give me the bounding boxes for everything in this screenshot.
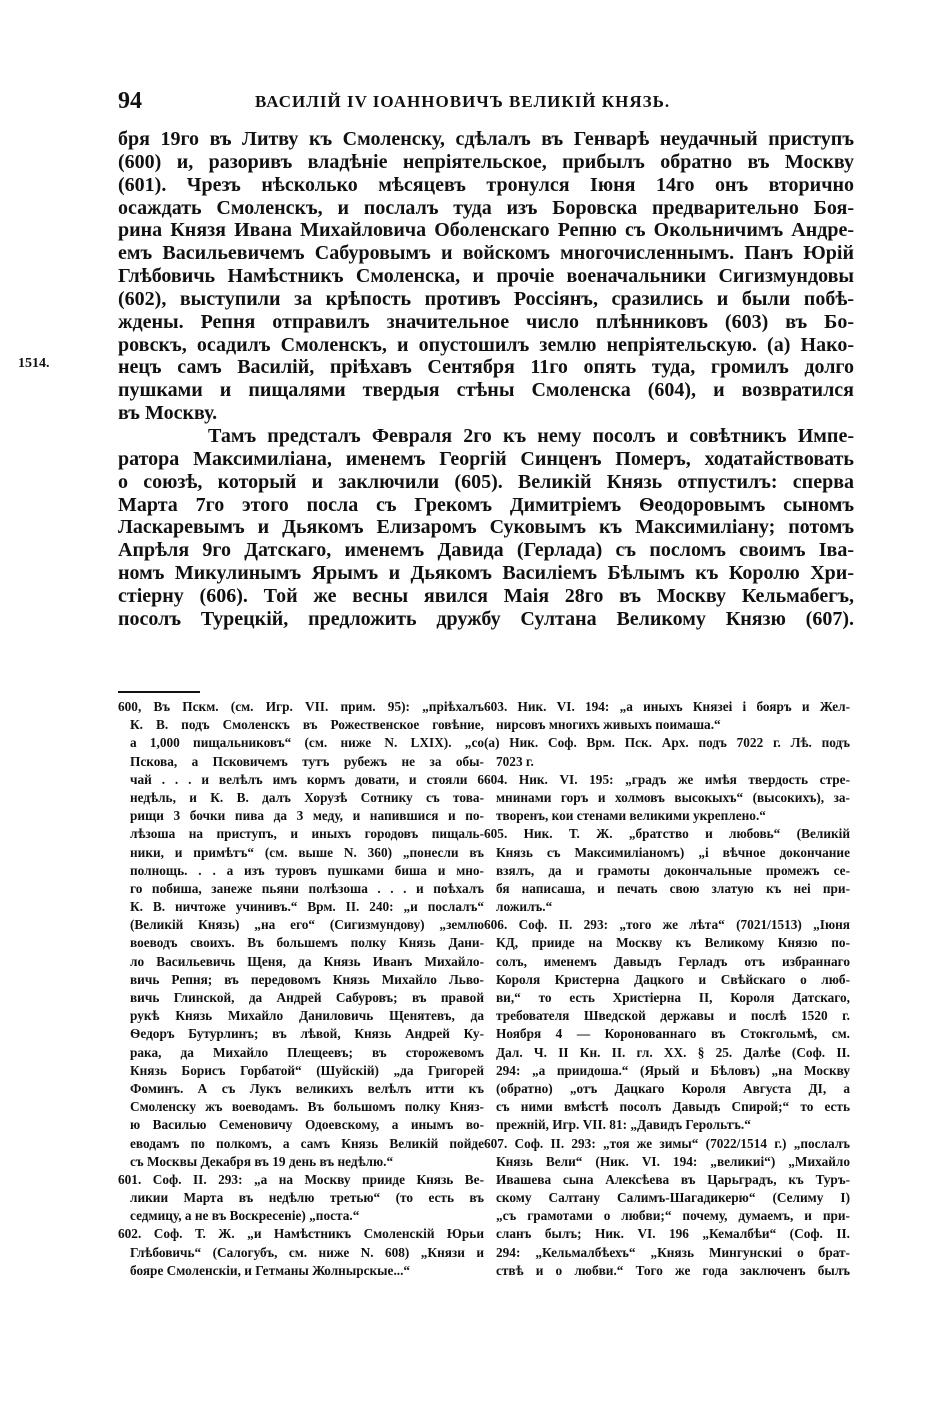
footnote-line: солъ, именемъ Давыдъ Герладъ отъ избраннаго	[496, 953, 850, 969]
footnote-line: ложилъ.“	[496, 899, 553, 915]
footnote-line: лѣзоша на приступъ, и иныхъ городовъ пищаль-	[130, 826, 484, 842]
footnote-line: а 1,000 пищальниковъ“ (см. ниже N. LXIX). „со	[130, 735, 484, 751]
footnotes-right-column	[484, 698, 850, 1280]
footnote-line: Князь съ Максимиліаномъ) „і вѣчное докончание	[496, 844, 850, 860]
footnote-line: Фоминъ. А съ Лукъ великихъ велѣлъ итти къ	[130, 1080, 484, 1096]
footnote-line: Короля Кристерна Дацкого и Свѣйскаго о люб-	[496, 971, 850, 987]
footnote-line: 607. Соф. II. 293: „тоя же зимы“ (7022/1514 г.) „послалъ	[484, 1135, 850, 1151]
footnote-line: вичь Репня; въ передовомъ Князь Михайло Льво-	[130, 971, 484, 987]
text-line: ратора Максимиліана, именемъ Георгій Синценъ Померъ, ходатайствовать	[118, 447, 854, 470]
footnote-line: мнинами горъ и холмовъ высокыхъ“ (высокихъ), за-	[496, 789, 850, 805]
footnote-line: К. В. ничтоже учинивъ.“ Врм. II. 240: „и послалъ“	[130, 899, 484, 915]
footnote-line: Ноября 4 — Коронованнаго въ Стокгольмѣ, см.	[496, 1026, 850, 1042]
footnote-line: Князь Вели“ (Ник. VI. 194: „великиі“) „Михайло	[496, 1153, 850, 1169]
text-line: ровскъ, осадилъ Смоленскъ, и опустошилъ землю непріятельскую. (а) Нако-	[118, 333, 854, 356]
footnote-line: „съ грамотами о любви;“ почему, думаемъ, и при-	[496, 1208, 850, 1224]
footnote-line: (а) Ник. Соф. Врм. Пск. Арх. подъ 7022 г. Лѣ. подъ	[484, 735, 850, 751]
footnote-line: чай . . . и велѣлъ имъ кормъ довати, и стояли 6	[130, 771, 484, 787]
text-line: бря 19го въ Литву къ Смоленску, сдѣлалъ въ Генварѣ неудачный приступъ	[118, 128, 854, 150]
footnote-line: 600, Въ Пскм. (см. Игр. VII. прим. 95): „пріѣхалъ	[118, 699, 484, 714]
text-line: рина Князя Ивана Михайловича Оболенскаго Репню съ Окольничимъ Андре-	[118, 219, 854, 242]
text-line: Марта 7го этого посла съ Грекомъ Димитріемъ Ѳеодоровымъ сыномъ	[118, 493, 854, 516]
footnote-line: ю Василью Семеновичу Одоевскому, а инымъ во-	[130, 1117, 484, 1133]
text-line: посолъ Турецкій, предложить дружбу Султана Великому Князю (607).	[118, 607, 854, 630]
footnote-line: скому Салтану Салимъ-Шагадикерю“ (Селиму I)	[496, 1190, 850, 1206]
margin-year-note: 1514.	[18, 356, 50, 371]
text-line: Тамъ предсталъ Февраля 2го къ нему посолъ и совѣтникъ Импе-	[208, 424, 854, 447]
text-line: Ласкаревымъ и Дьякомъ Елизаромъ Суковымъ къ Максимиліану; потомъ	[118, 516, 854, 539]
footnote-line: 601. Соф. II. 293: „а на Москву прииде Князь Ве-	[118, 1171, 484, 1187]
main-text	[118, 128, 854, 631]
footnote-line: го побиша, занеже пьяни полѣзоша . . . и поѣхалъ	[130, 880, 484, 896]
footnote-line: творенъ, кои стенами великими укреплено.“	[496, 808, 766, 824]
footnote-line: Дал. Ч. II Кн. II. гл. XX. § 25. Далѣе (Соф. II.	[496, 1044, 850, 1060]
text-line: ждены. Репня отправилъ значительное число плѣнниковъ (603) въ Бо-	[118, 310, 854, 333]
footnote-line: бояре Смоленскіи, и Гетманы Жолнырскые...“	[130, 1262, 411, 1278]
text-line: Апрѣля 9го Датскаго, именемъ Давида (Герлада) съ посломъ своимъ Іва-	[118, 539, 854, 562]
footnote-line: полнощь. . . а изъ туровъ пушками биша и мно-	[130, 862, 484, 878]
footnote-line: 605. Ник. Т. Ж. „братство и любовь“ (Великій	[484, 826, 850, 842]
footnote-line: КД, прииде на Москву къ Великому Князю по-	[496, 935, 850, 951]
footnote-line: взялъ, да и грамоты докончальные промежъ се-	[496, 862, 850, 878]
text-line: о союзѣ, который и заключили (605). Великій Князь отпустилъ: сперва	[118, 470, 854, 493]
footnote-line: нирсовъ многихъ живыхъ поимаша.“	[496, 717, 721, 733]
footnote-line: 604. Ник. VI. 195: „градъ же имѣя твердость стре-	[484, 771, 850, 787]
footnote-line: прежній, Игр. VII. 81: „Давидъ Герольтъ.“	[496, 1117, 751, 1133]
text-line: емъ Васильевичемъ Сабуровымъ и войскомъ многочисленнымъ. Панъ Юрій	[118, 242, 854, 265]
text-line: (600) и, разоривъ владѣніе непріятельское, прибылъ обратно въ Москву	[118, 150, 854, 173]
footnote-line: ствѣ и о любви.“ Того же года заключенъ былъ	[496, 1262, 850, 1278]
footnote-line: рищи 3 бочки пива да 3 меду, и напившися и по-	[130, 808, 484, 824]
text-line: Глѣбовичь Намѣстникъ Смоленска, и прочіе военачальники Сигизмундовы	[118, 265, 854, 288]
footnote-line: бя написаша, и печать свою златую къ неі при-	[496, 880, 850, 896]
running-title: ВАСИЛІЙ IV ІОАННОВИЧЪ ВЕЛИКІЙ КНЯЗЬ.	[255, 92, 671, 111]
footnote-line: ло Васильевичь Щеня, да Князь Иванъ Михайло-	[130, 953, 484, 969]
footnote-line: К. В. подъ Смоленскъ въ Рожественское говѣние,	[130, 717, 484, 733]
footnote-line: требователя Шведской державы и послѣ 1520 г.	[496, 1008, 850, 1024]
text-line: стіерну (606). Той же весны явился Маія 28го въ Москву Кельмабегъ,	[118, 584, 854, 607]
footnote-line: еводамъ по полкомъ, а самъ Князь Великій пойде	[130, 1135, 484, 1151]
footnote-line: ви,“ то есть Христіерна II, Короля Датскаго,	[496, 990, 850, 1005]
footnote-line: Пскова, а Псковичемъ тутъ рубежъ не за обы-	[130, 753, 484, 769]
footnote-line: 603. Ник. VI. 194: „а иныхъ Князеі і бояръ и Жел-	[484, 699, 850, 714]
footnote-line: 606. Соф. II. 293: „того же лѣта“ (7021/1513) „Іюня	[484, 917, 850, 933]
footnote-line: вичь Глинской, да Андрей Сабуровъ; въ правой	[130, 990, 484, 1005]
footnote-line: рака, да Михайло Плещеевъ; въ сторожевомъ	[130, 1044, 484, 1060]
text-line: въ Москву.	[118, 402, 218, 425]
footnote-line: Ѳедоръ Бутурлинъ; въ лѣвой, Князь Андрей Ку-	[130, 1026, 484, 1042]
footnote-line: съ Москвы Декабря въ 19 день въ недѣлю.“	[130, 1153, 394, 1169]
footnote-line: ники, и примѣтъ“ (см. выше N. 360) „понесли въ	[130, 844, 484, 860]
footnote-line: 7023 г.	[496, 753, 534, 769]
footnote-line: Князь Борисъ Горбатой“ (Шуйскій) „да Григорей	[130, 1062, 484, 1078]
footnote-line: 294: „а приидоша.“ (Ярый и Бѣловъ) „на Москву	[496, 1062, 850, 1078]
footnote-line: (обратно) „отъ Дацкаго Короля Августа ДІ, а	[496, 1080, 850, 1096]
footnote-line: (Великій Князь) „на его“ (Сигизмундову) „землю	[130, 917, 484, 933]
footnote-line: Глѣбовичь“ (Салогубъ, см. ниже N. 608) „Князи и	[130, 1244, 484, 1260]
text-line: (601). Чрезъ нѣсколько мѣсяцевъ тронулся Іюня 14го онъ вторично	[118, 173, 854, 196]
footnote-line: 602. Соф. Т. Ж. „и Намѣстникъ Смоленскій Юрьи	[118, 1226, 484, 1242]
footnote-line: воеводъ своихъ. Въ большемъ полку Князь Дани-	[130, 935, 484, 951]
text-line: осаждать Смоленскъ, и послалъ туда изъ Боровска предварительно Боя-	[118, 196, 854, 219]
page-number: 94	[118, 88, 142, 114]
footnote-line: седмицу, а не въ Воскресеніе) „поста.“	[130, 1208, 360, 1224]
footnote-line: съ ними вмѣстѣ посолъ Давыдъ Спирой;“ то есть	[496, 1099, 850, 1115]
footnote-line: недѣль, и К. В. далъ Хорузѣ Сотнику съ това-	[130, 789, 484, 805]
footnote-divider	[118, 691, 200, 693]
footnote-line: ликии Марта въ недѣлю третью“ (то есть въ	[130, 1190, 484, 1206]
footnotes-left-column	[118, 698, 484, 1280]
text-line: пушками и пищалями твердыя стѣны Смоленска (604), и возвратился	[118, 379, 854, 402]
footnote-line: рукѣ Князь Михайло Даниловичь Щенятевъ, да	[130, 1008, 484, 1024]
footnote-line: 294: „Кельмалбѣехъ“ „Князь Мингунскиі о брат-	[496, 1244, 850, 1260]
text-line: номъ Микулинымъ Ярымъ и Дьякомъ Василіемъ Бѣлымъ къ Королю Хри-	[118, 562, 854, 585]
footnote-line: Ивашева сына Алексѣева въ Царьградъ, къ Туръ-	[496, 1171, 850, 1187]
footnote-line: Смоленску жъ воеводамъ. Въ большомъ полку Княз-	[130, 1099, 484, 1115]
text-line: нецъ самъ Василій, пріѣхавъ Сентября 11го опять туда, громилъ долго	[118, 356, 854, 379]
text-line: (602), выступили за крѣпость противъ Россіянъ, сразились и были побѣ-	[118, 287, 854, 310]
footnote-line: сланъ былъ; Ник. VI. 196 „Кемалбѣи“ (Соф. II.	[496, 1226, 850, 1242]
